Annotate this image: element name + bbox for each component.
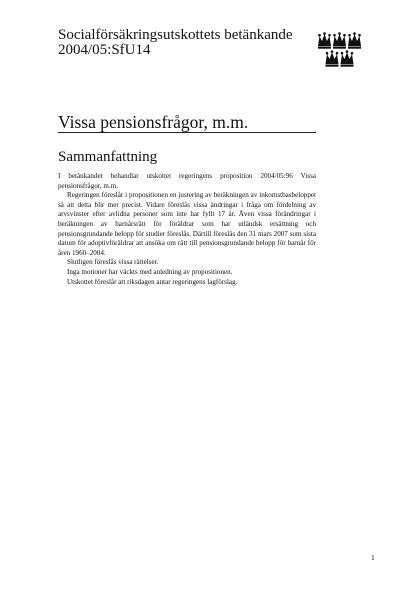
section-heading: Sammanfattning (58, 149, 158, 165)
summary-paragraph: Regeringen föreslår i propositionen en justering av beräkningen av inkomstbasbeloppet så att detta blir mer precist. Vidare föreslås vissa ändringar i fråga om fördelning av arvsvinster efter avlidna personer som inte har fyllt 17 år. Även vissa förändringar i beräkningen av barnårsrätt för föräldrar som har utländsk ersättning och pensionsgrundande belopp för studier föreslås. Därtill föreslås den 31 mars 2007 som sista datum för adoptivföräldrar att ansöka om rätt till pensionsgrundande belopp för barnår för åren 1960–2004. (58, 191, 316, 257)
summary-paragraph: Inga motioner har väckts med anledning av propositionen. (67, 267, 233, 276)
summary-paragraph: Slutligen föreslås vissa rättelser. (67, 258, 159, 267)
committee-header (58, 28, 293, 58)
title-divider (58, 132, 316, 133)
committee-name: Socialförsäkringsutskottets betänkande (58, 27, 293, 43)
report-number: 2004/05:SfU14 (58, 42, 151, 58)
document-title: Vissa pensionsfrågor, m.m. (58, 112, 249, 132)
page-number: 1 (371, 553, 375, 562)
summary-body (58, 172, 316, 287)
summary-paragraph: I betänkandet behandlar utskottet regeringens proposition 2004/05:96 Vissa pensionsfrågor, m.m. (58, 172, 316, 190)
three-crowns-icon (317, 31, 361, 69)
summary-paragraph: Utskottet föreslår att riksdagen antar regeringens lagförslag. (67, 277, 238, 286)
